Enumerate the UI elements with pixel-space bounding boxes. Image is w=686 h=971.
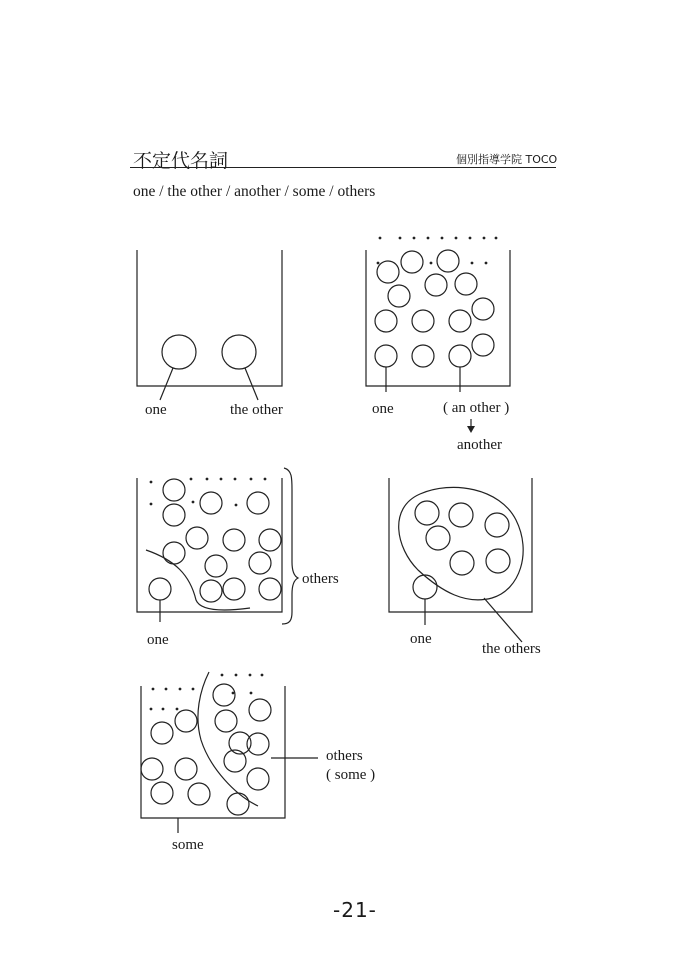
label-one: one	[145, 402, 167, 418]
label-another: another	[457, 437, 502, 453]
diagram-one-others	[137, 468, 298, 624]
container-box	[389, 478, 532, 612]
diagram-some-others	[141, 672, 318, 833]
label-some: some	[172, 837, 204, 853]
others-group	[399, 487, 523, 600]
page-number: -21-	[333, 898, 377, 922]
circle-the-other	[222, 335, 256, 369]
label-some-paren: ( some )	[326, 767, 376, 783]
diagram-one-the-other	[137, 250, 282, 400]
label-the-others: the others	[482, 641, 541, 657]
label-one: one	[147, 632, 169, 648]
label-others: others	[326, 748, 363, 764]
circle-one	[162, 335, 196, 369]
label-others: others	[302, 571, 339, 587]
label-an-other: ( an other )	[443, 400, 510, 416]
container-box	[141, 686, 285, 818]
school-name: 個別指導学院 TOCO	[456, 153, 558, 166]
diagram-one-the-others	[389, 478, 532, 642]
label-one: one	[410, 631, 432, 647]
container-box	[137, 250, 282, 386]
page-subtitle: one / the other / another / some / others	[133, 183, 376, 200]
label-the-other: the other	[230, 402, 283, 418]
label-one: one	[372, 401, 394, 417]
page-title: 不定代名詞	[133, 150, 229, 172]
